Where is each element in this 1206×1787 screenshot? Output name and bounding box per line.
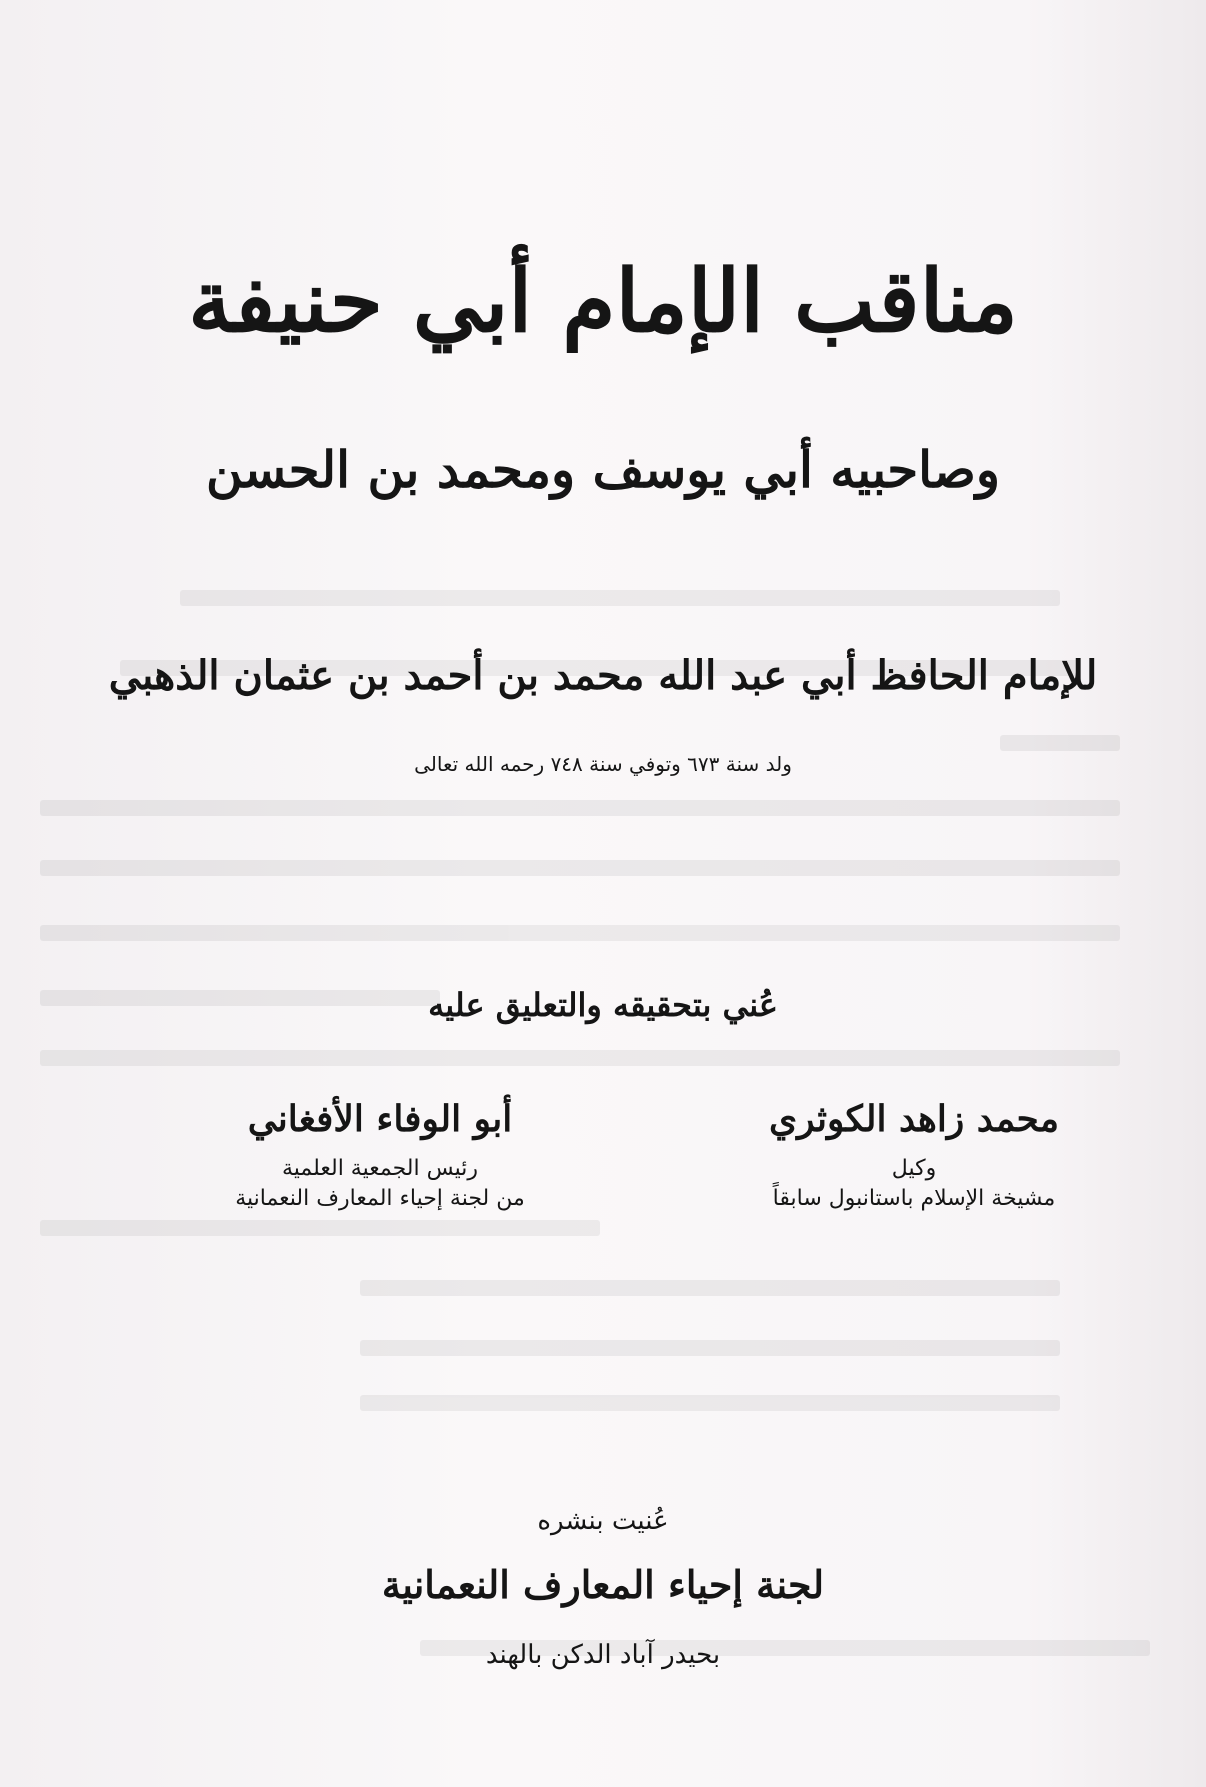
editor-role: رئيس الجمعية العلمية bbox=[281, 1156, 479, 1181]
editor-role: وكيل bbox=[891, 1156, 937, 1181]
editor-role: مشيخة الإسلام باستانبول سابقاً bbox=[772, 1185, 1056, 1211]
author-line: للإمام الحافظ أبي عبد الله محمد بن أحمد بن عثمان الذهبي bbox=[108, 652, 1098, 699]
editor-name: محمد زاهد الكوثري bbox=[768, 1098, 1060, 1140]
edited-by-label: عُني بتحقيقه والتعليق عليه bbox=[428, 986, 778, 1024]
publisher-name: لجنة إحياء المعارف النعمانية bbox=[381, 1562, 825, 1607]
publisher-place: بحيدر آباد الدكن بالهند bbox=[485, 1640, 721, 1670]
published-by-label: عُنيت بنشره bbox=[537, 1506, 669, 1536]
book-title: مناقب الإمام أبي حنيفة bbox=[188, 251, 1018, 352]
editor-afghani bbox=[160, 1098, 600, 1213]
book-subtitle: وصاحبيه أبي يوسف ومحمد بن الحسن bbox=[205, 440, 1001, 499]
editor-role: من لجنة إحياء المعارف النعمانية bbox=[235, 1185, 525, 1211]
editor-kawthari bbox=[694, 1098, 1134, 1213]
editor-name: أبو الوفاء الأفغاني bbox=[247, 1098, 513, 1140]
author-dates: ولد سنة ٦٧٣ وتوفي سنة ٧٤٨ رحمه الله تعالى bbox=[414, 752, 792, 776]
